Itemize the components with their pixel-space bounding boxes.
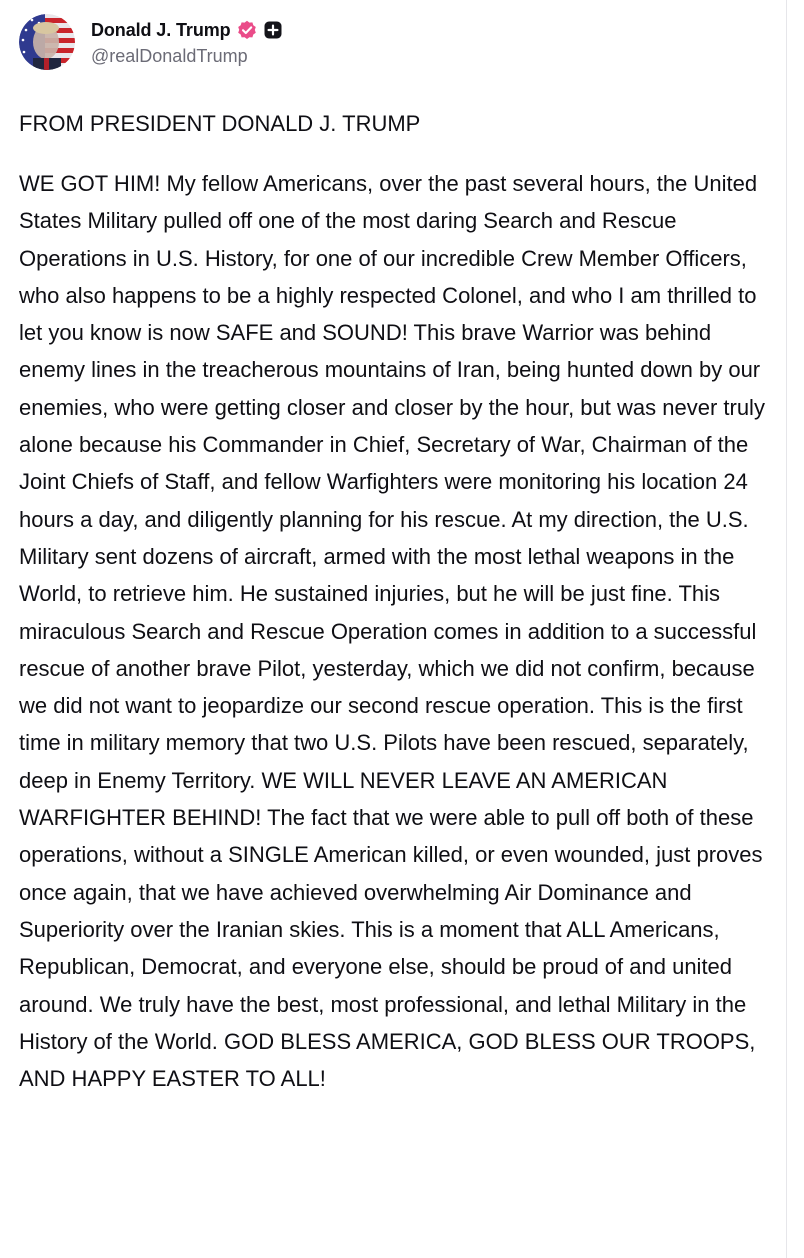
post-body: WE GOT HIM! My fellow Americans, over the past several hours, the United States Military pulled off one of the most daring Search and Rescue Operations in U.S. History, for one of our incredible Crew Member Officers, who also happens to be a highly respected Colonel, and who I am thrilled to let you know is now SAFE and SOUND! This brave Warrior was behind enemy lines in the treacherous mountains of Iran, being hunted down by our enemies, who were getting closer and closer by the hour, but was never truly alone because his Commander in Chief, Secretary of War, Chairman of the Joint Chiefs of Staff, and fellow Warfighters were monitoring his location 24 hours a day, and diligently planning for his rescue. At my direction, the U.S. Military sent dozens of aircraft, armed with the most lethal weapons in the World, to retrieve him. He sustained injuries, but he will be just fine. This miraculous Search and Rescue Operation comes in addition to a successful rescue of another brave Pilot, yesterday, which we did not confirm, because we did not want to jeopardize our second rescue operation. This is the first time in military memory that two U.S. Pilots have been rescued, separately, deep in Enemy Territory. WE WILL NEVER LEAVE AN AMERICAN WARFIGHTER BEHIND! The fact that we were able to pull off both of these operations, without a SINGLE American killed, or even wounded, just proves once again, that we have achieved overwhelming Air Dominance and Superiority over the Iranian skies. This is a moment that ALL Americans, Republican, Democrat, and everyone else, should be proud of and united around. We truly have the best, most professional, and lethal Military in the History of the World. GOD BLESS AMERICA, GOD BLESS OUR TROOPS, AND HAPPY EASTER TO ALL! <box>19 171 765 1092</box>
name-row <box>91 18 282 42</box>
author-display-name[interactable]: Donald J. Trump <box>91 19 231 40</box>
post-title: FROM PRESIDENT DONALD J. TRUMP <box>19 111 421 136</box>
post-header <box>19 14 282 70</box>
avatar[interactable] <box>19 14 75 70</box>
author-handle[interactable]: @realDonaldTrump <box>91 46 248 66</box>
portrait-flag-avatar-icon <box>19 14 75 70</box>
plus-badge-icon <box>264 21 282 39</box>
author-info <box>91 14 282 67</box>
verified-badge-icon <box>237 20 257 40</box>
divider <box>786 0 787 1258</box>
